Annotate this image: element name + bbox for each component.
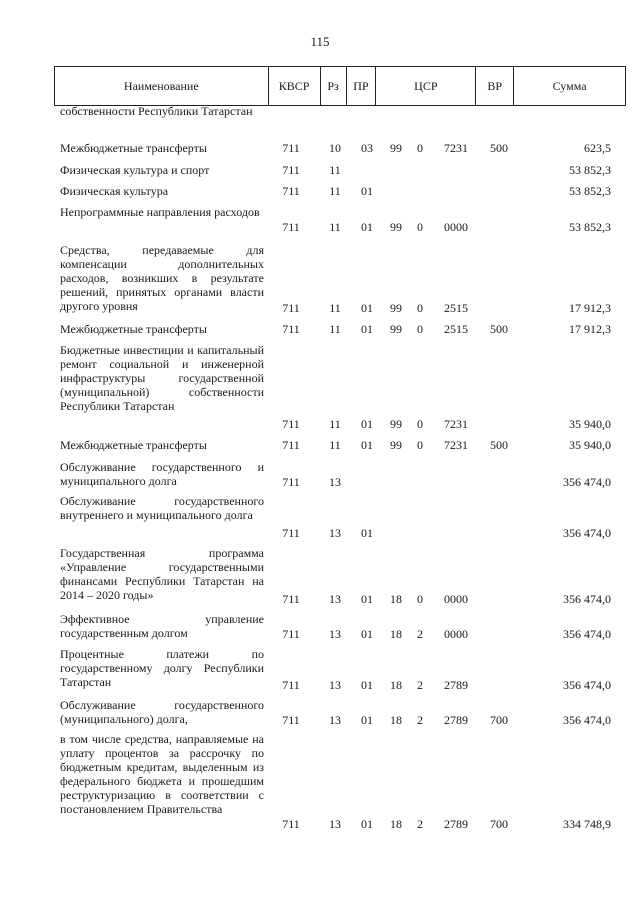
row-csr-direction: 2789: [444, 713, 468, 727]
row-csr-program: 18: [390, 678, 402, 692]
row-sum: 35 940,0: [569, 417, 611, 431]
header-kvsr: КВСР: [268, 67, 320, 106]
row-kvsr: 711: [282, 417, 300, 431]
row-pr: 01: [361, 713, 373, 727]
row-rz: 11: [329, 301, 341, 315]
row-pr: 01: [361, 592, 373, 606]
row-name: Непрограммные направления расходов: [60, 205, 260, 219]
row-rz: 13: [329, 592, 341, 606]
row-rz: 10: [329, 141, 341, 155]
row-rz: 11: [329, 322, 341, 336]
row-csr-subprogram: 2: [417, 678, 423, 692]
row-csr-direction: 0000: [444, 592, 468, 606]
row-pr: 01: [361, 438, 373, 452]
row-name: Обслуживание государственного и муниципального долга: [60, 460, 264, 488]
row-csr-direction: 2789: [444, 678, 468, 692]
row-kvsr: 711: [282, 163, 300, 177]
row-csr-direction: 7231: [444, 417, 468, 431]
row-kvsr: 711: [282, 438, 300, 452]
row-pr: 01: [361, 817, 373, 831]
row-sum: 356 474,0: [563, 713, 611, 727]
header-rz: Рз: [320, 67, 346, 106]
page-number: 115: [310, 34, 330, 49]
row-csr-program: 18: [390, 713, 402, 727]
header-sum: Сумма: [514, 67, 626, 106]
row-name: в том числе средства, направляемые на уплату процентов за рассрочку по бюджетным кредитам, выделенным из федерального бюджета и прошедшим реструктуризацию в соответствии с постановлением Правительства: [60, 732, 264, 816]
row-sum: 17 912,3: [569, 322, 611, 336]
row-csr-direction: 7231: [444, 141, 468, 155]
row-sum: 53 852,3: [569, 163, 611, 177]
row-name: Средства, передаваемые для компенсации дополнительных расходов, возникших в результате решений, принятых органами власти другого уровня: [60, 243, 264, 313]
row-sum: 356 474,0: [563, 475, 611, 489]
row-vr: 500: [490, 322, 508, 336]
row-name: собственности Республики Татарстан: [60, 104, 253, 118]
row-name: Обслуживание государственного (муниципального) долга,: [60, 698, 264, 726]
row-name: Межбюджетные трансферты: [60, 322, 207, 336]
row-csr-subprogram: 0: [417, 220, 423, 234]
row-name: Эффективное управление государственным долгом: [60, 612, 264, 640]
row-pr: 01: [361, 322, 373, 336]
row-kvsr: 711: [282, 592, 300, 606]
row-rz: 13: [329, 713, 341, 727]
row-name: Межбюджетные трансферты: [60, 141, 207, 155]
row-pr: 01: [361, 220, 373, 234]
row-csr-program: 99: [390, 438, 402, 452]
header-name: Наименование: [55, 67, 269, 106]
row-pr: 01: [361, 526, 373, 540]
row-csr-subprogram: 0: [417, 141, 423, 155]
row-csr-subprogram: 2: [417, 713, 423, 727]
row-csr-subprogram: 0: [417, 301, 423, 315]
row-pr: 03: [361, 141, 373, 155]
row-name: Межбюджетные трансферты: [60, 438, 207, 452]
row-csr-program: 18: [390, 627, 402, 641]
row-name: Государственная программа «Управление государственными финансами Республики Татарстан на 2014 – 2020 годы»: [60, 546, 264, 602]
header-vr: ВР: [476, 67, 514, 106]
row-csr-subprogram: 2: [417, 817, 423, 831]
row-vr: 700: [490, 713, 508, 727]
row-csr-program: 18: [390, 817, 402, 831]
row-csr-program: 99: [390, 322, 402, 336]
row-vr: 500: [490, 438, 508, 452]
row-name: Физическая культура: [60, 184, 169, 198]
row-sum: 53 852,3: [569, 220, 611, 234]
row-name: Физическая культура и спорт: [60, 163, 210, 177]
row-sum: 623,5: [584, 141, 611, 155]
row-pr: 01: [361, 417, 373, 431]
row-sum: 334 748,9: [563, 817, 611, 831]
row-sum: 35 940,0: [569, 438, 611, 452]
row-pr: 01: [361, 678, 373, 692]
row-csr-program: 99: [390, 301, 402, 315]
row-sum: 53 852,3: [569, 184, 611, 198]
row-csr-direction: 2515: [444, 322, 468, 336]
row-csr-program: 99: [390, 417, 402, 431]
row-pr: 01: [361, 301, 373, 315]
row-kvsr: 711: [282, 301, 300, 315]
row-csr-program: 18: [390, 592, 402, 606]
row-csr-subprogram: 0: [417, 417, 423, 431]
row-rz: 11: [329, 184, 341, 198]
row-rz: 11: [329, 438, 341, 452]
row-rz: 11: [329, 417, 341, 431]
row-csr-direction: 0000: [444, 627, 468, 641]
header-pr: ПР: [346, 67, 376, 106]
row-rz: 13: [329, 526, 341, 540]
row-rz: 13: [329, 817, 341, 831]
row-sum: 356 474,0: [563, 627, 611, 641]
row-csr-subprogram: 0: [417, 592, 423, 606]
row-csr-direction: 2789: [444, 817, 468, 831]
row-csr-direction: 0000: [444, 220, 468, 234]
row-csr-subprogram: 0: [417, 322, 423, 336]
row-rz: 11: [329, 220, 341, 234]
row-kvsr: 711: [282, 184, 300, 198]
row-kvsr: 711: [282, 713, 300, 727]
row-pr: 01: [361, 184, 373, 198]
row-name: Процентные платежи по государственному долгу Республики Татарстан: [60, 647, 264, 689]
row-csr-subprogram: 2: [417, 627, 423, 641]
row-rz: 11: [329, 163, 341, 177]
row-vr: 700: [490, 817, 508, 831]
row-kvsr: 711: [282, 220, 300, 234]
row-csr-subprogram: 0: [417, 438, 423, 452]
row-pr: 01: [361, 627, 373, 641]
row-rz: 13: [329, 627, 341, 641]
row-kvsr: 711: [282, 627, 300, 641]
row-rz: 13: [329, 678, 341, 692]
row-csr-direction: 2515: [444, 301, 468, 315]
row-vr: 500: [490, 141, 508, 155]
row-sum: 356 474,0: [563, 592, 611, 606]
row-csr-program: 99: [390, 141, 402, 155]
row-name: Обслуживание государственного внутреннего и муниципального долга: [60, 494, 264, 522]
row-sum: 356 474,0: [563, 526, 611, 540]
row-sum: 356 474,0: [563, 678, 611, 692]
row-csr-direction: 7231: [444, 438, 468, 452]
row-name: Бюджетные инвестиции и капитальный ремонт социальной и инженерной инфраструктуры государственной (муниципальной) собственности Республики Татарстан: [60, 343, 264, 413]
row-csr-program: 99: [390, 220, 402, 234]
row-kvsr: 711: [282, 322, 300, 336]
row-kvsr: 711: [282, 678, 300, 692]
row-rz: 13: [329, 475, 341, 489]
row-kvsr: 711: [282, 141, 300, 155]
row-kvsr: 711: [282, 526, 300, 540]
row-kvsr: 711: [282, 475, 300, 489]
header-csr: ЦСР: [376, 67, 476, 106]
row-sum: 17 912,3: [569, 301, 611, 315]
row-kvsr: 711: [282, 817, 300, 831]
